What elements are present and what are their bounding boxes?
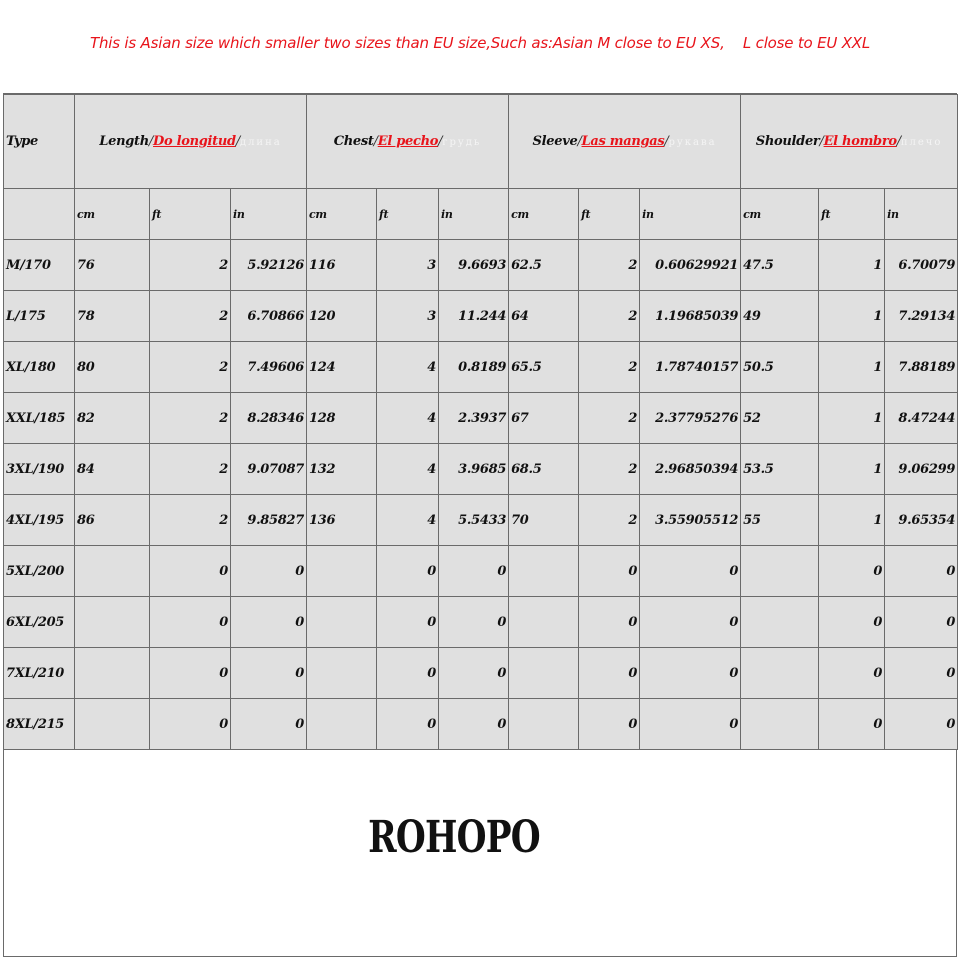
table-cell: 0.8189 xyxy=(439,342,509,393)
table-cell: 2 xyxy=(150,291,231,342)
table-cell: 7.29134 xyxy=(885,291,958,342)
table-cell: 67 xyxy=(509,393,579,444)
table-cell: 52 xyxy=(741,393,819,444)
table-cell xyxy=(509,648,579,699)
table-cell: 1 xyxy=(819,444,885,495)
size-type-cell: 8XL/215 xyxy=(4,699,75,750)
table-cell xyxy=(75,546,150,597)
table-cell: 0 xyxy=(150,699,231,750)
table-cell: 1.19685039 xyxy=(640,291,741,342)
table-cell: 7.88189 xyxy=(885,342,958,393)
table-cell: 2 xyxy=(150,495,231,546)
table-cell: 8.47244 xyxy=(885,393,958,444)
table-cell: 0 xyxy=(231,648,307,699)
header-row xyxy=(4,95,958,189)
table-cell: 76 xyxy=(75,240,150,291)
table-cell: 2 xyxy=(150,240,231,291)
unit-cm: cm xyxy=(75,189,150,240)
table-cell: 1 xyxy=(819,342,885,393)
table-cell: 2 xyxy=(150,342,231,393)
table-cell: 0 xyxy=(819,597,885,648)
table-cell: 4 xyxy=(377,444,439,495)
table-cell: 0 xyxy=(579,597,640,648)
table-cell xyxy=(307,597,377,648)
unit-in: in xyxy=(640,189,741,240)
table-cell: 9.6693 xyxy=(439,240,509,291)
unit-ft: ft xyxy=(579,189,640,240)
size-type-cell: XXL/185 xyxy=(4,393,75,444)
table-cell: 0 xyxy=(640,597,741,648)
table-cell: 3.9685 xyxy=(439,444,509,495)
size-type-cell: M/170 xyxy=(4,240,75,291)
table-cell: 50.5 xyxy=(741,342,819,393)
table-cell: 0 xyxy=(377,648,439,699)
table-cell xyxy=(75,699,150,750)
table-cell: 84 xyxy=(75,444,150,495)
length-label-ru: длина xyxy=(239,137,282,148)
table-cell xyxy=(307,648,377,699)
table-cell: 116 xyxy=(307,240,377,291)
table-cell: 4 xyxy=(377,393,439,444)
table-cell xyxy=(741,648,819,699)
sleeve-label-ru: рукава xyxy=(668,137,717,148)
unit-ft: ft xyxy=(819,189,885,240)
table-cell: 0 xyxy=(231,597,307,648)
unit-ft: ft xyxy=(377,189,439,240)
table-cell: 0 xyxy=(439,597,509,648)
size-type-cell: 3XL/190 xyxy=(4,444,75,495)
size-type-cell: 4XL/195 xyxy=(4,495,75,546)
table-cell: 0 xyxy=(377,597,439,648)
table-cell: 0 xyxy=(579,648,640,699)
table-cell: 9.07087 xyxy=(231,444,307,495)
unit-cm: cm xyxy=(741,189,819,240)
table-cell: 3.55905512 xyxy=(640,495,741,546)
units-row xyxy=(4,189,958,240)
units-type-cell xyxy=(4,189,75,240)
table-cell: 1.78740157 xyxy=(640,342,741,393)
table-cell: 1 xyxy=(819,240,885,291)
table-cell: 6.70866 xyxy=(231,291,307,342)
length-header: Length/Do longitud/длина xyxy=(75,95,307,189)
size-type-cell: 6XL/205 xyxy=(4,597,75,648)
table-row xyxy=(4,546,958,597)
table-cell: 0 xyxy=(150,597,231,648)
table-cell xyxy=(509,546,579,597)
table-cell: 2.3937 xyxy=(439,393,509,444)
size-type-cell: XL/180 xyxy=(4,342,75,393)
chest-label-ru: грудь xyxy=(442,137,482,148)
unit-in: in xyxy=(439,189,509,240)
table-cell xyxy=(509,699,579,750)
table-row xyxy=(4,495,958,546)
table-cell: 0 xyxy=(231,546,307,597)
table-cell: 9.06299 xyxy=(885,444,958,495)
sleeve-header: Sleeve/Las mangas/рукава xyxy=(509,95,741,189)
table-cell: 68.5 xyxy=(509,444,579,495)
table-cell: 0 xyxy=(885,546,958,597)
table-row xyxy=(4,342,958,393)
table-cell: 0 xyxy=(640,648,741,699)
table-cell: 82 xyxy=(75,393,150,444)
table-cell: 80 xyxy=(75,342,150,393)
table-cell xyxy=(509,597,579,648)
length-label-en: Length xyxy=(99,134,149,149)
table-cell: 47.5 xyxy=(741,240,819,291)
table-cell: 1 xyxy=(819,495,885,546)
table-cell: 2 xyxy=(579,393,640,444)
table-cell xyxy=(741,546,819,597)
table-cell xyxy=(75,597,150,648)
table-cell: 0 xyxy=(231,699,307,750)
table-row xyxy=(4,699,958,750)
table-cell xyxy=(741,597,819,648)
size-type-cell: 5XL/200 xyxy=(4,546,75,597)
table-cell: 2.37795276 xyxy=(640,393,741,444)
table-cell: 124 xyxy=(307,342,377,393)
chest-label-en: Chest xyxy=(333,134,374,149)
table-cell xyxy=(75,648,150,699)
table-cell: 2 xyxy=(150,444,231,495)
table-cell: 0 xyxy=(377,546,439,597)
table-cell: 2 xyxy=(579,444,640,495)
table-cell: 0 xyxy=(150,546,231,597)
table-cell: 132 xyxy=(307,444,377,495)
table-cell: 0 xyxy=(579,699,640,750)
table-cell: 2 xyxy=(579,291,640,342)
table-cell: 0 xyxy=(439,699,509,750)
table-cell: 120 xyxy=(307,291,377,342)
size-chart-table xyxy=(3,94,958,750)
table-cell: 0 xyxy=(377,699,439,750)
table-cell: 0 xyxy=(640,546,741,597)
unit-ft: ft xyxy=(150,189,231,240)
brand-logo: ROHOPO xyxy=(368,812,540,863)
table-cell: 8.28346 xyxy=(231,393,307,444)
table-cell: 3 xyxy=(377,291,439,342)
type-header: Type xyxy=(4,95,75,189)
table-cell: 62.5 xyxy=(509,240,579,291)
table-row xyxy=(4,444,958,495)
table-cell: 128 xyxy=(307,393,377,444)
size-notice: This is Asian size which smaller two sizes than EU size,Such as:Asian M close to EU XS, L close to EU XXL xyxy=(89,34,871,52)
table-cell: 65.5 xyxy=(509,342,579,393)
table-row xyxy=(4,648,958,699)
shoulder-label-es: El hombro xyxy=(823,134,897,149)
unit-in: in xyxy=(231,189,307,240)
table-cell: 7.49606 xyxy=(231,342,307,393)
table-cell: 3 xyxy=(377,240,439,291)
table-cell xyxy=(741,699,819,750)
table-cell: 0 xyxy=(640,699,741,750)
chest-header: Chest/El pecho/грудь xyxy=(307,95,509,189)
shoulder-label-en: Shoulder xyxy=(755,134,820,149)
table-cell: 9.85827 xyxy=(231,495,307,546)
table-row xyxy=(4,597,958,648)
table-cell: 11.244 xyxy=(439,291,509,342)
table-cell: 0 xyxy=(439,648,509,699)
table-cell: 4 xyxy=(377,495,439,546)
table-cell: 5.92126 xyxy=(231,240,307,291)
table-cell: 2.96850394 xyxy=(640,444,741,495)
table-cell: 0 xyxy=(579,546,640,597)
table-cell: 136 xyxy=(307,495,377,546)
table-cell: 49 xyxy=(741,291,819,342)
table-cell: 2 xyxy=(579,342,640,393)
shoulder-header: Shoulder/El hombro/плечо xyxy=(741,95,958,189)
table-cell: 55 xyxy=(741,495,819,546)
table-cell: 1 xyxy=(819,291,885,342)
table-cell: 9.65354 xyxy=(885,495,958,546)
size-type-cell: 7XL/210 xyxy=(4,648,75,699)
table-cell: 78 xyxy=(75,291,150,342)
table-cell: 70 xyxy=(509,495,579,546)
table-row xyxy=(4,291,958,342)
table-cell: 0 xyxy=(885,648,958,699)
table-cell: 0 xyxy=(150,648,231,699)
table-cell xyxy=(307,546,377,597)
sleeve-label-en: Sleeve xyxy=(532,134,578,149)
table-cell: 0 xyxy=(439,546,509,597)
table-cell: 0 xyxy=(819,648,885,699)
sleeve-label-es: Las mangas xyxy=(581,134,665,149)
table-cell: 1 xyxy=(819,393,885,444)
table-cell xyxy=(307,699,377,750)
table-cell: 0 xyxy=(819,546,885,597)
table-cell: 86 xyxy=(75,495,150,546)
table-cell: 4 xyxy=(377,342,439,393)
table-row xyxy=(4,240,958,291)
table-cell: 53.5 xyxy=(741,444,819,495)
table-cell: 0 xyxy=(885,597,958,648)
table-cell: 0 xyxy=(885,699,958,750)
unit-cm: cm xyxy=(509,189,579,240)
table-cell: 0 xyxy=(819,699,885,750)
chest-label-es: El pecho xyxy=(377,134,439,149)
table-row xyxy=(4,393,958,444)
table-cell: 6.70079 xyxy=(885,240,958,291)
table-cell: 2 xyxy=(150,393,231,444)
table-cell: 0.60629921 xyxy=(640,240,741,291)
table-cell: 64 xyxy=(509,291,579,342)
length-label-es: Do longitud xyxy=(153,134,236,149)
table-cell: 2 xyxy=(579,240,640,291)
size-type-cell: L/175 xyxy=(4,291,75,342)
unit-cm: cm xyxy=(307,189,377,240)
shoulder-label-ru: плечо xyxy=(900,137,943,148)
table-cell: 5.5433 xyxy=(439,495,509,546)
table-cell: 2 xyxy=(579,495,640,546)
unit-in: in xyxy=(885,189,958,240)
